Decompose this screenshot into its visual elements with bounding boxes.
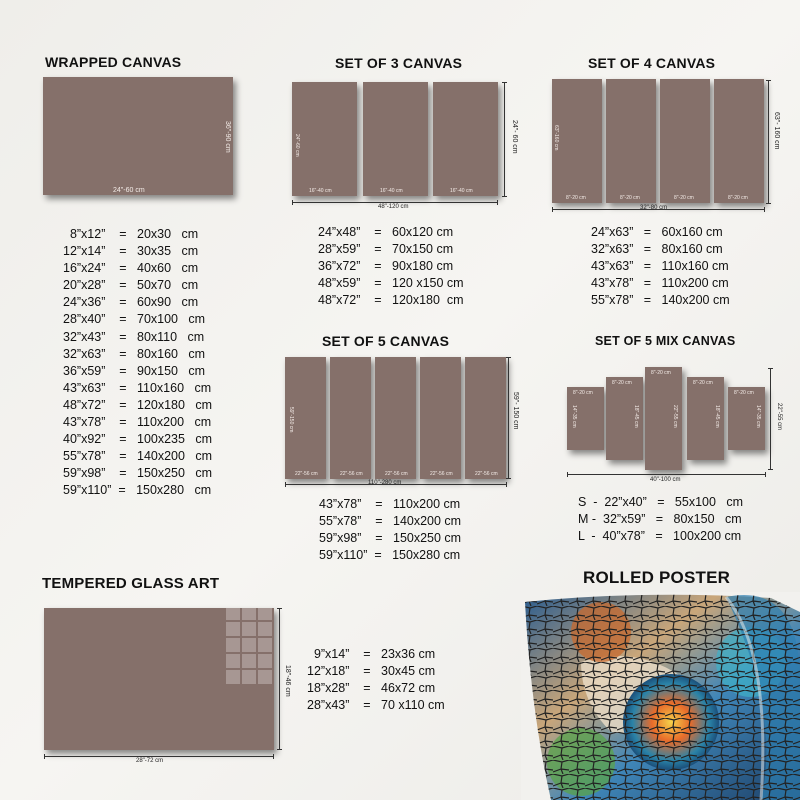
set4-total-width: 32"-80 cm — [640, 205, 668, 211]
set5-total-height: 59"- 150 cm — [512, 392, 519, 430]
set3-panel-height-label: 24"-60 cm — [294, 134, 300, 157]
set5mix-panel-height-label: 22"-55 cm — [672, 404, 678, 428]
glass-height-dimension — [279, 608, 280, 750]
set3-width-dimension — [292, 202, 498, 203]
set4-size-row: 32”x63” = 80x160 cm — [591, 242, 723, 256]
set3-size-list — [318, 224, 464, 309]
set3-height-dimension — [504, 82, 505, 197]
glass-size-row: 28”x43” = 70 x110 cm — [307, 698, 445, 712]
set5mix-title: SET OF 5 MIX CANVAS — [595, 334, 736, 348]
set4-total-height: 63"- 160 cm — [773, 112, 780, 150]
set4-title: SET OF 4 CANVAS — [588, 55, 716, 71]
set5mix-panel — [606, 377, 643, 460]
set5-panel — [375, 357, 416, 479]
set3-size-row: 48”x72” = 120x180 cm — [318, 293, 464, 307]
set5mix-panel — [567, 387, 604, 450]
stained-glass-art — [521, 592, 800, 800]
set3-size-row: 36”x72” = 90x180 cm — [318, 259, 454, 273]
set4-panel-width-label: 8"-20 cm — [674, 195, 694, 201]
set3-title: SET OF 3 CANVAS — [335, 55, 463, 71]
wrapped-size-row: 55”x78” = 140x200 cm — [63, 449, 213, 464]
set5mix-panel-width-label: 8"-20 cm — [573, 390, 593, 396]
set5-panel-width-label: 22"-56 cm — [340, 471, 363, 477]
set5-panel-width-label: 22"-56 cm — [295, 471, 318, 477]
wrapped-size-row: 43”x78” = 110x200 cm — [63, 415, 212, 430]
set5mix-panel-height-label: 18"-45 cm — [633, 404, 639, 428]
set3-total-height: 24"- 60 cm — [511, 120, 518, 154]
wrapped-size-list — [63, 226, 212, 500]
set5mix-panel-width-label: 8"-20 cm — [693, 380, 713, 386]
set4-panel-height-label: 63"-160 cm — [553, 125, 559, 151]
wrapped-size-row: 28”x40” = 70x100 cm — [63, 312, 206, 327]
set5-size-row: 55”x78” = 140x200 cm — [319, 514, 462, 528]
poster-title: ROLLED POSTER — [583, 568, 731, 587]
wrapped-size-row: 32”x43” = 80x110 cm — [63, 329, 205, 344]
set4-panel — [606, 79, 656, 203]
set5-panel — [420, 357, 461, 479]
wrapped-size-row: 59”x110” = 150x280 cm — [63, 483, 212, 498]
set5mix-panel — [728, 387, 765, 450]
set5-size-row: 43”x78” = 110x200 cm — [319, 497, 461, 511]
set5mix-height-dimension — [770, 368, 771, 470]
glass-reflection — [226, 608, 274, 684]
glass-panel — [44, 608, 274, 750]
set5mix-size-list — [578, 494, 743, 545]
wrapped-size-row: 43”x63” = 110x160 cm — [63, 380, 212, 395]
set5-size-row: 59”x110” = 150x280 cm — [319, 548, 461, 562]
wrapped-size-row: 59”x98” = 150x250 cm — [63, 466, 213, 481]
set4-panel — [714, 79, 764, 203]
glass-size-list — [307, 646, 445, 714]
wrapped-height-label: 36"-90 cm — [224, 121, 231, 153]
set5-panel-height-label: 59"-150 cm — [288, 407, 294, 433]
set5-size-row: 59”x98” = 150x250 cm — [319, 531, 462, 545]
set5mix-total-width: 40"-100 cm — [650, 477, 681, 483]
wrapped-canvas-title: WRAPPED CANVAS — [45, 54, 182, 70]
set5mix-total-height: 22"-55 cm — [776, 403, 782, 431]
set5mix-panel-width-label: 8"-20 cm — [651, 370, 671, 376]
rolled-poster-image — [521, 592, 800, 800]
wrapped-size-row: 20”x28” = 50x70 cm — [63, 278, 199, 293]
set3-size-row: 28”x59” = 70x150 cm — [318, 242, 454, 256]
set5-total-width: 110"-280 cm — [368, 480, 402, 486]
set4-panel-width-label: 8"-20 cm — [728, 195, 748, 201]
set4-panel — [660, 79, 710, 203]
set3-panel — [292, 82, 357, 196]
glass-size-row: 9”x14” = 23x36 cm — [307, 647, 436, 661]
set5mix-size-row: S - 22”x40” = 55x100 cm — [578, 495, 744, 509]
set5mix-panel-width-label: 8"-20 cm — [612, 380, 632, 386]
set5-panel — [285, 357, 326, 479]
glass-size-row: 18”x28” = 46x72 cm — [307, 681, 436, 695]
set4-size-list — [591, 224, 730, 309]
set4-size-row: 43”x63” = 110x160 cm — [591, 259, 729, 273]
set5mix-panel — [687, 377, 724, 460]
set4-size-row: 55”x78” = 140x200 cm — [591, 293, 730, 307]
set5-height-dimension — [508, 357, 509, 479]
set5mix-size-row: M - 32”x59” = 80x150 cm — [578, 512, 742, 526]
set3-panel-width-label: 16"-40 cm — [309, 188, 332, 194]
glass-width-dimension — [44, 756, 274, 757]
set5-panel-width-label: 22"-56 cm — [385, 471, 408, 477]
set3-size-row: 24”x48” = 60x120 cm — [318, 225, 454, 239]
set4-height-dimension — [768, 80, 769, 204]
set4-size-row: 24”x63” = 60x160 cm — [591, 225, 723, 239]
set5mix-panel-height-label: 18"-45 cm — [714, 404, 720, 428]
set5-panel-width-label: 22"-56 cm — [475, 471, 498, 477]
set5-panel — [330, 357, 371, 479]
wrapped-size-row: 24”x36” = 60x90 cm — [63, 295, 199, 310]
set4-panel — [552, 79, 602, 203]
set5mix-panel-width-label: 8"-20 cm — [734, 390, 754, 396]
glass-size-row: 12”x18” = 30x45 cm — [307, 664, 436, 678]
wrapped-size-row: 48”x72” = 120x180 cm — [63, 397, 213, 412]
set3-panel-width-label: 16"-40 cm — [380, 188, 403, 194]
wrapped-canvas-panel — [43, 77, 233, 195]
set5-title: SET OF 5 CANVAS — [322, 333, 450, 349]
set5-size-list — [319, 496, 461, 564]
wrapped-size-row: 36”x59” = 90x150 cm — [63, 363, 206, 378]
wrapped-size-row: 12”x14” = 30x35 cm — [63, 244, 199, 259]
set5mix-panel-height-label: 14"-35 cm — [571, 404, 577, 428]
glass-width-label: 28"-72 cm — [136, 758, 164, 764]
set5mix-panel-height-label: 14"-35 cm — [755, 404, 761, 428]
set3-total-width: 48"-120 cm — [378, 204, 409, 210]
set4-size-row: 43”x78” = 110x200 cm — [591, 276, 729, 290]
set5mix-panel — [645, 367, 682, 470]
set4-panel-width-label: 8"-20 cm — [620, 195, 640, 201]
set5-panel-width-label: 22"-56 cm — [430, 471, 453, 477]
set4-panel-width-label: 8"-20 cm — [566, 195, 586, 201]
set5-panel — [465, 357, 506, 479]
set3-panel-width-label: 16"-40 cm — [450, 188, 473, 194]
set5mix-width-dimension — [567, 474, 766, 475]
glass-title: TEMPERED GLASS ART — [42, 575, 220, 592]
wrapped-size-row: 32”x63” = 80x160 cm — [63, 346, 206, 361]
set3-panel — [433, 82, 498, 196]
wrapped-size-row: 8”x12” = 20x30 cm — [63, 227, 199, 241]
set3-panel — [363, 82, 428, 196]
set3-size-row: 48”x59” = 120 x150 cm — [318, 276, 464, 290]
glass-height-label: 18"-46 cm — [284, 665, 291, 697]
wrapped-width-label: 24"-60 cm — [113, 187, 145, 194]
wrapped-size-row: 16”x24” = 40x60 cm — [63, 261, 199, 276]
set5mix-size-row: L - 40”x78” = 100x200 cm — [578, 529, 742, 543]
wrapped-size-row: 40”x92” = 100x235 cm — [63, 432, 213, 447]
